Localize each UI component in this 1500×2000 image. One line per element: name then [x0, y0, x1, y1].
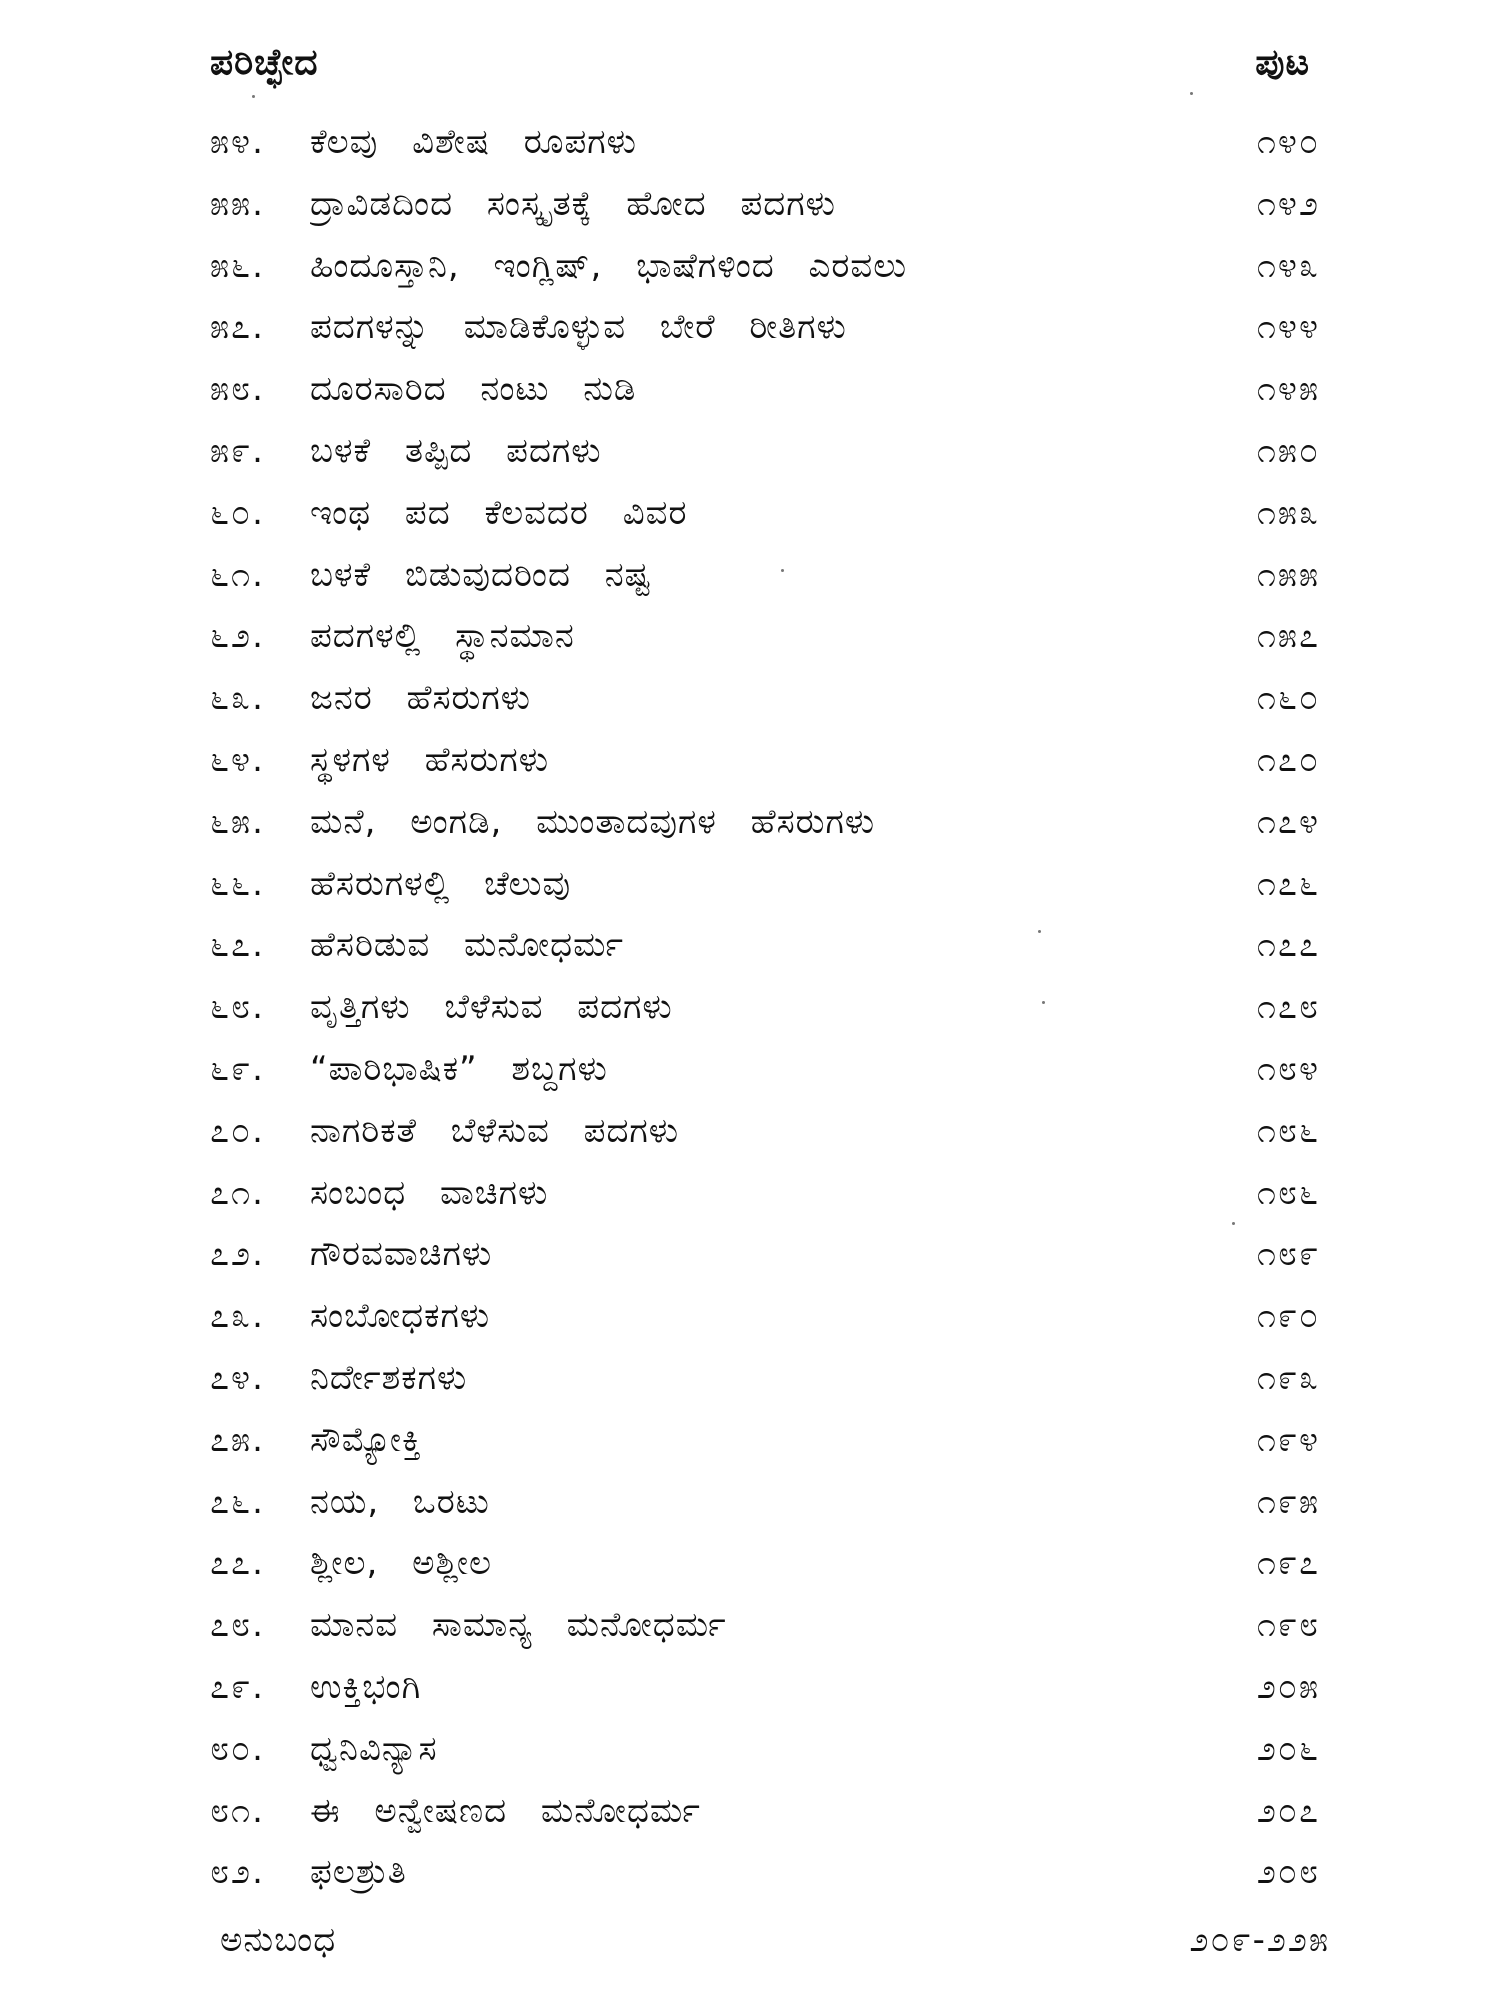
entry-title: ಹಿಂದೂಸ್ತಾನಿ, ಇಂಗ್ಲಿಷ್, ಭಾಷೆಗಳಿಂದ ಎರವಲು: [310, 245, 908, 286]
entry-number: ೫೯.: [210, 430, 265, 471]
entry-page: ೧೭೮: [1256, 987, 1320, 1028]
toc-entry: [210, 1842, 1320, 1904]
toc-entry: [210, 1410, 1320, 1472]
entry-page: ೧೪೨: [1256, 183, 1320, 224]
entry-number: ೬೪.: [210, 739, 265, 780]
toc-header: [210, 42, 1310, 94]
entry-number: ೬೮.: [210, 987, 265, 1028]
toc-entry: [210, 359, 1320, 421]
toc-entry: [210, 297, 1320, 359]
entry-title: ಪದಗಳನ್ನು ಮಾಡಿಕೊಳ್ಳುವ ಬೇರೆ ರೀತಿಗಳು: [310, 307, 847, 348]
entry-number: ೫೮.: [210, 369, 265, 410]
entry-number: ೭೨.: [210, 1234, 265, 1275]
toc-entry: [210, 1101, 1320, 1163]
entry-number: ೭೩.: [210, 1296, 265, 1337]
entry-title: ಹೆಸರುಗಳಲ್ಲಿ ಚೆಲುವು: [310, 863, 572, 904]
entry-page: ೧೯೭: [1256, 1543, 1320, 1584]
entry-page: ೧೯೪: [1256, 1419, 1320, 1460]
paper-speck: [781, 569, 784, 572]
entry-page: ೧೯೩: [1256, 1357, 1320, 1398]
entry-title: ಸೌಮ್ಯೋಕ್ತಿ: [310, 1419, 422, 1460]
entry-number: ೮೧.: [210, 1790, 265, 1831]
entry-page: ೨೦೫: [1256, 1666, 1320, 1707]
entry-number: ೮೦.: [210, 1728, 265, 1769]
entry-title: ನಯ, ಒರಟು: [310, 1481, 490, 1522]
toc-entry: [210, 915, 1320, 977]
toc-entry: [210, 1163, 1320, 1225]
entry-title: ಧ್ವನಿವಿನ್ಯಾಸ: [310, 1728, 438, 1769]
appendix-entry: [210, 1910, 1330, 1970]
toc-entry: [210, 1719, 1320, 1781]
toc-entry: [210, 1472, 1320, 1534]
entry-title: ಈ ಅನ್ವೇಷಣದ ಮನೋಧರ್ಮ: [310, 1790, 701, 1831]
entry-page: ೧೮೬: [1256, 1172, 1320, 1213]
entry-page: ೧೬೦: [1256, 678, 1320, 719]
toc-entry: [210, 1224, 1320, 1286]
toc-entry: [210, 1533, 1320, 1595]
toc-entry: [210, 606, 1320, 668]
paper-speck: [1232, 1222, 1235, 1225]
entry-title: ಪದಗಳಲ್ಲಿ ಸ್ಥಾನಮಾನ: [310, 616, 575, 657]
toc-entry: [210, 1039, 1320, 1101]
entry-page: ೧೪೪: [1256, 307, 1320, 348]
toc-entry: [210, 668, 1320, 730]
entry-page: ೨೦೭: [1256, 1790, 1320, 1831]
entry-number: ೭೦.: [210, 1110, 265, 1151]
toc-entry: [210, 545, 1320, 607]
toc-entry: [210, 236, 1320, 298]
entry-number: ೭೯.: [210, 1666, 265, 1707]
entry-number: ೫೭.: [210, 307, 265, 348]
entry-number: ೭೫.: [210, 1419, 265, 1460]
entry-title: ಕೆಲವು ವಿಶೇಷ ರೂಪಗಳು: [310, 122, 637, 162]
entry-page: ೧೯೮: [1256, 1605, 1320, 1646]
entry-number: ೭೧.: [210, 1172, 265, 1213]
entry-number: ೬೨.: [210, 616, 265, 657]
entry-title: ಸ್ಥಳಗಳ ಹೆಸರುಗಳು: [310, 739, 550, 780]
entry-page: ೧೪೩: [1256, 245, 1320, 286]
entry-page: ೧೪೦: [1256, 122, 1320, 162]
entry-title: ವೃತ್ತಿಗಳು ಬೆಳೆಸುವ ಪದಗಳು: [310, 987, 673, 1028]
toc-entry: [210, 174, 1320, 236]
entry-number: ೭೭.: [210, 1543, 265, 1584]
appendix-label: ಅನುಬಂಧ: [220, 1920, 337, 1960]
entry-page: ೧೫೫: [1256, 554, 1320, 595]
entry-page: ೧೭೪: [1256, 801, 1320, 842]
entry-page: ೧೭೬: [1256, 863, 1320, 904]
entry-number: ೬೫.: [210, 801, 265, 842]
toc-entry: [210, 1781, 1320, 1843]
toc-entry: [210, 792, 1320, 854]
entry-number: ೫೬.: [210, 245, 265, 286]
toc-list: [210, 112, 1320, 1904]
entry-page: ೧೮೬: [1256, 1110, 1320, 1151]
page-column-heading: ಪುಟ: [1255, 42, 1310, 83]
entry-number: ೬೯.: [210, 1048, 265, 1089]
entry-number: ೭೪.: [210, 1357, 265, 1398]
toc-entry: [210, 1348, 1320, 1410]
entry-page: ೧೯೫: [1256, 1481, 1320, 1522]
entry-page: ೨೦೬: [1256, 1728, 1320, 1769]
entry-title: ಶ್ಲೀಲ, ಅಶ್ಲೀಲ: [310, 1543, 493, 1584]
entry-title: ಮಾನವ ಸಾಮಾನ್ಯ ಮನೋಧರ್ಮ: [310, 1605, 727, 1646]
entry-page: ೧೯೦: [1256, 1296, 1320, 1337]
entry-page: ೧೭೦: [1256, 739, 1320, 780]
entry-number: ೬೧.: [210, 554, 265, 595]
entry-number: ೬೩.: [210, 678, 265, 719]
toc-entry: [210, 1657, 1320, 1719]
entry-number: ೬೦.: [210, 492, 265, 533]
toc-entry: [210, 854, 1320, 916]
entry-title: ಫಲಶ್ರುತಿ: [310, 1852, 407, 1893]
entry-title: ದ್ರಾವಿಡದಿಂದ ಸಂಸ್ಕೃತಕ್ಕೆ ಹೋದ ಪದಗಳು: [310, 183, 836, 224]
toc-entry: [210, 730, 1320, 792]
toc-entry: [210, 112, 1320, 174]
paper-speck: [1190, 92, 1193, 95]
entry-title: ಸಂಬಂಧ ವಾಚಿಗಳು: [310, 1172, 549, 1213]
toc-entry: [210, 1595, 1320, 1657]
entry-page: ೧೭೭: [1256, 925, 1320, 966]
entry-number: ೫೪.: [210, 122, 265, 162]
entry-title: ನಾಗರಿಕತೆ ಬೆಳೆಸುವ ಪದಗಳು: [310, 1110, 680, 1151]
entry-title: ಉಕ್ತಿಭಂಗಿ: [310, 1666, 422, 1707]
entry-page: ೨೦೮: [1256, 1852, 1320, 1893]
entry-title: ನಿರ್ದೇಶಕಗಳು: [310, 1357, 468, 1398]
entry-title: ಬಳಕೆ ತಪ್ಪಿದ ಪದಗಳು: [310, 430, 602, 471]
entry-page: ೧೮೯: [1256, 1234, 1320, 1275]
paper-speck: [1042, 1001, 1045, 1004]
toc-entry: [210, 1286, 1320, 1348]
entry-title: ಇಂಥ ಪದ ಕೆಲವದರ ವಿವರ: [310, 492, 688, 533]
entry-title: ದೂರಸಾರಿದ ನಂಟು ನುಡಿ: [310, 369, 637, 410]
entry-page: ೧೫೩: [1256, 492, 1320, 533]
entry-title: ಸಂಬೋಧಕಗಳು: [310, 1296, 491, 1337]
entry-number: ೭೮.: [210, 1605, 265, 1646]
toc-entry: [210, 483, 1320, 545]
entry-page: ೧೪೫: [1256, 369, 1320, 410]
appendix-page-range: ೨೦೯-೨೨೫: [1189, 1920, 1330, 1960]
entry-number: ೮೨.: [210, 1852, 265, 1893]
entry-title: ಜನರ ಹೆಸರುಗಳು: [310, 678, 531, 719]
entry-number: ೬೭.: [210, 925, 265, 966]
chapter-column-heading: ಪರಿಚ್ಛೇದ: [210, 42, 319, 83]
entry-title: ಹೆಸರಿಡುವ ಮನೋಧರ್ಮ: [310, 925, 625, 966]
entry-page: ೧೫೭: [1256, 616, 1320, 657]
entry-number: ೬೬.: [210, 863, 265, 904]
entry-title: ಬಳಕೆ ಬಿಡುವುದರಿಂದ ನಷ್ಟ: [310, 554, 652, 595]
entry-page: ೧೫೦: [1256, 430, 1320, 471]
paper-speck: [252, 95, 255, 98]
entry-number: ೫೫.: [210, 183, 265, 224]
entry-page: ೧೮೪: [1256, 1048, 1320, 1089]
entry-title: ಗೌರವವಾಚಿಗಳು: [310, 1234, 493, 1275]
entry-title: ಮನೆ, ಅಂಗಡಿ, ಮುಂತಾದವುಗಳ ಹೆಸರುಗಳು: [310, 801, 876, 842]
paper-speck: [1038, 930, 1041, 933]
toc-entry: [210, 421, 1320, 483]
toc-entry: [210, 977, 1320, 1039]
entry-number: ೭೬.: [210, 1481, 265, 1522]
entry-title: “ಪಾರಿಭಾಷಿಕ” ಶಬ್ದಗಳು: [310, 1048, 608, 1089]
